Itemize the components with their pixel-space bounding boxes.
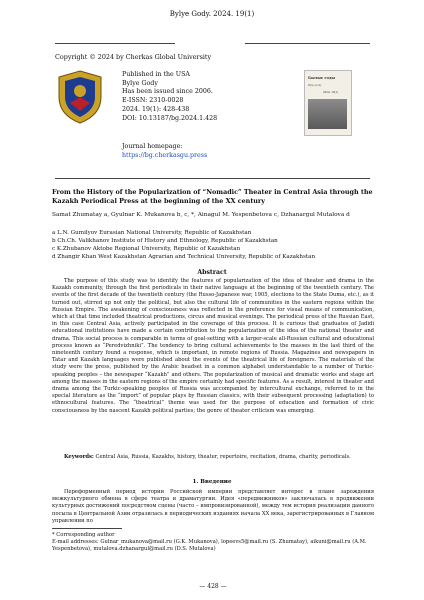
published-in: Published in the USA <box>122 71 190 78</box>
publication-info <box>122 71 217 123</box>
email-addresses: E-mail addresses: Gulnar_mukanova@mail.ru (G.K. Mukanova), lopeevs5@mail.ru (S. Zhumatay), aikuni@mail.ru (A.M. Yespenbetova), mutalova.dzhanargul@mail.ru (D.S. Mutalova) <box>52 539 367 552</box>
author-list: Samat Zhumatay a, Gyulnar K. Mukanova b, c, *, Ainagul M. Yespenbetova c, Dzhanargul Mutalova d <box>52 212 350 218</box>
cover-title: Былые годы <box>308 76 335 80</box>
corresponding-author: * Corresponding author <box>52 532 115 538</box>
doi: DOI: 10.13187/bg.2024.1.428 <box>122 114 218 122</box>
copyright-line: Copyright © 2024 by Cherkas Global University <box>55 53 212 61</box>
affiliations <box>52 229 382 261</box>
affiliation-c: c K.Zhubanov Aktobe Regional University, Republic of Kazakhstan <box>52 246 241 252</box>
cover-year: 2024. 19(1) <box>323 91 339 94</box>
cover-subtitle: Bylye Gody <box>308 84 322 87</box>
issued-since: Has been issued since 2006. <box>122 88 213 96</box>
journal-cover <box>304 70 352 136</box>
abstract-text: The purpose of this study was to identify the features of popularization of the idea of theater and drama in the Kazakh community, through the first periodicals in their native language at the beginning of the twentieth century. The events of the first decade of the twentieth century (the Russo-Japanese war, 1905, elections to the State Duma, etc.), as it turned out, stirred up not only the political, but also the cultural life of communities in the eastern regions within the Russian Empire. The awakening of consciousness was reflected in the preference for visual means of communication, which at that time included theatrical productions, circus and musical evenings. The periodical press of the Russian East, in this case Central Asia, actively participated in the coverage of this process. It is curious that graduates of Jadidi educational institutions have made a certain contribution to the popularization of the idea of the national theater and drama. This social process is comparable in terms of goal-setting with a larger-scale all-Russian cultural and educational process known as “Peredvizhniki”. The tendency to bring cultural achievements to the masses in the last third of the nineteenth century found a response, which is important, in remote regions of Russia. Magazines and newspapers in Tatar and Kazakh languages were published about the events of the theatrical life of foreigners. The materials of the study were the press, published by the Arabic headset in a common alphabet understandable to a number of Turkic-speaking peoples – the newspaper “Kazakh” and others. The popularization of musical and dramatic works and stage art among the masses in the eastern regions of the empire certainly had specific features. As a result, interest in theater and drama among the Turkic-speaking peoples of Russia was accompanied by intercultural exchange, referred to in the special literature as the “import” of popular plays by Russian classics, with their subsequent processing (adaptation) to ethnocultural features. The “theatrical” theme was used for the purpose of education and formation of civic consciousness by the nascent Kazakh political parties; the genre of theater criticism was emerging. <box>52 278 374 414</box>
intro-text: Переформенный период истории Российской империи представляет интерес в плане зарождения межкультурного обмена в сфере театра и драматургии. Идея «передвижников» заключалась в продвижении культурных достижений посредством сцены (часто – импровизированной), между тем история реализации данного посыла в Центральной Азии отразилась в периодических изданиях начала XX века, зарегистрированных в Главном управлении по <box>52 489 374 523</box>
keywords-text: Central Asia, Russia, Kazakhs, history, theater, repertoire, recitation, drama, charity, periodicals. <box>95 454 351 460</box>
footnote-rule <box>52 528 122 529</box>
keywords <box>52 454 374 461</box>
journal-homepage <box>122 143 207 160</box>
header-rule-right <box>245 43 370 44</box>
affiliation-b: b Ch.Ch. Valikhanov Institute of History and Ethnology, Republic of Kazakhstan <box>52 238 278 244</box>
running-header: Bylye Gody. 2024. 19(1) <box>169 10 255 18</box>
journal-name: Bylye Gody <box>122 79 158 87</box>
issue-pages: 2024. 19(1): 428-438 <box>122 105 190 113</box>
university-emblem-icon <box>55 69 105 125</box>
affiliation-a: a L.N. Gumilyov Eurasian National University, Republic of Kazakhstan <box>52 230 252 236</box>
cover-photo <box>308 99 347 129</box>
homepage-link[interactable]: https://bg.cherkasgu.press <box>122 151 208 159</box>
abstract-heading: Abstract <box>197 269 227 276</box>
intro-heading: 1. Введение <box>192 479 232 485</box>
page-number: — 428 — <box>199 583 227 590</box>
header-rule-left <box>55 43 175 44</box>
article-title: From the History of the Popularization of “Nomadic” Theater in Central Asia through the Kazakh Periodical Press at the beginning of the XX century <box>52 188 373 205</box>
eissn: E-ISSN: 2310-0028 <box>122 97 184 105</box>
affiliation-d: d Zhangir Khan West Kazakhstan Agrarian and Technical University, Republic of Kazakhstan <box>52 254 316 260</box>
keywords-label: Keywords: <box>64 454 94 460</box>
footnote <box>52 532 374 553</box>
homepage-label: Journal homepage: <box>122 143 183 150</box>
section-rule-top <box>55 178 370 179</box>
